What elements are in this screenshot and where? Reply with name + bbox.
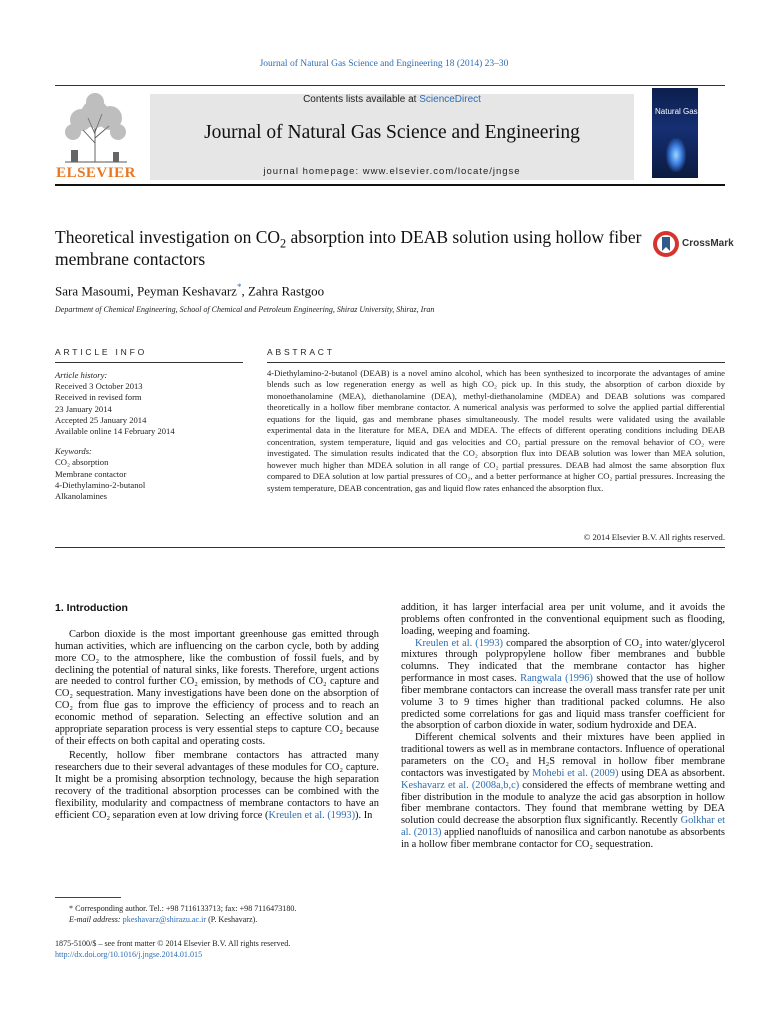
history-item: Available online 14 February 2014: [55, 426, 175, 437]
title-subscript: 2: [280, 236, 287, 251]
issn-line: 1875-5100/$ – see front matter © 2014 Elsevier B.V. All rights reserved.: [55, 939, 291, 948]
history-item: 23 January 2014: [55, 403, 112, 414]
author-list: [55, 282, 324, 299]
article-info-rule: [55, 362, 243, 363]
paragraph-text: ). In: [355, 809, 373, 821]
corresponding-author-note: * Corresponding author. Tel.: +98 7116133713; fax: +98 7116473180.: [69, 904, 297, 913]
abstract-copyright: © 2014 Elsevier B.V. All rights reserved.: [583, 532, 725, 542]
contents-prefix: Contents lists available at: [303, 94, 420, 105]
abstract-rule: [267, 362, 725, 363]
authors-tail[interactable]: , Zahra Rastgoo: [241, 283, 325, 299]
elsevier-wordmark: ELSEVIER: [56, 165, 136, 181]
body-column-right: [401, 602, 725, 851]
cover-flame: [666, 138, 686, 172]
paragraph-text: using DEA as absorbent.: [618, 767, 725, 779]
paragraph: addition, it has larger interfacial area per unit volume, and it avoids the problems often confronted in the conventional equipment such as flooding, loading, weeping and foaming.: [401, 602, 725, 637]
reference-link[interactable]: Keshavarz et al. (2008a,b,c): [401, 779, 520, 791]
paragraph: [401, 732, 725, 850]
footnote: [55, 903, 385, 925]
history-item: Received 3 October 2013: [55, 381, 143, 392]
header-rule-top: [55, 85, 725, 86]
email-line: [55, 914, 385, 925]
title-part-2: absorption into DEAB solution using hollow fiber membrane contactors: [55, 227, 642, 269]
article-info-heading: ARTICLE INFO: [55, 347, 148, 357]
paragraph-text: Different chemical solvents and their mixtures have been applied in traditional towers as well as in membrane contactors. Influence of operational parameters on the CO₂ and H₂S removal in hollow fiber membrane contactors was investigated by: [401, 732, 725, 779]
cover-title: Natural Gas: [655, 107, 698, 116]
paragraph-text: considered the effects of membrane wetting and fiber distribution in the module to analyze the acid gas absorption in hollow fiber membrane contactors. They found that membrane wetting by DEA solution could decrease the absorption flux significantly. Recently: [401, 779, 725, 827]
paragraph: [55, 750, 379, 821]
reference-link[interactable]: Mohebi et al. (2009): [532, 767, 619, 779]
issn-block: [55, 938, 395, 960]
journal-title: Journal of Natural Gas Science and Engineering: [204, 122, 580, 143]
reference-link[interactable]: Golkhar et al. (2013): [401, 815, 726, 839]
paragraph: Carbon dioxide is the most important greenhouse gas emitted through human activities, which are influencing on the carbon cycle, both by adding more CO₂ to the atmosphere, like the combustion of fossil fuels, and by declining the potential of natural sinks, like forests. Therefore, urgent actions are needed to control further CO₂ emission, by methods of CO₂ capture and CO₂ sequestration. Many investigations have been done on the absorption of CO₂ from flue gas to improve the efficiency of process and to reach an economic method of separation. Selecting an effective solution and an appropriate separation process is very essential steps to capture CO₂ because of their effects on both capital and operating costs.: [55, 629, 379, 747]
title-part-1: Theoretical investigation on CO: [55, 227, 281, 247]
paragraph-text: Recently, hollow fiber membrane contactors has attracted many researchers due to their several advantages of these modules for CO₂ capture. It might be a promising absorption technology, because the high separation recovery of the traditional absorption processes can be combined with the flexibility, modularity and compactness of membrane contactors to have an efficient CO₂ separation even at low driving force (: [55, 750, 379, 821]
keyword: Alkanolamines: [55, 491, 108, 502]
email-link[interactable]: pkeshavarz@shirazu.ac.ir: [122, 915, 207, 924]
reference-link[interactable]: Kreulen et al. (1993): [415, 637, 504, 649]
keyword: CO₂ absorption: [55, 457, 109, 468]
reference-link[interactable]: Kreulen et al. (1993): [268, 809, 356, 821]
paragraph-text: showed that the use of hollow fiber membrane contactors can increase the overall mass transfer rate per unit volume 3 to 9 times higher than traditional packed columns. He also predicted some correlations for gas and liquid mass transfer coefficient for the absorption of carbon dioxide in water, sodium hydroxide and DEA.: [401, 673, 725, 732]
abstract-text: 4-Diethylamino-2-butanol (DEAB) is a novel amino alcohol, which has been synthesized to incorporate the advantages of amine blends such as low regeneration energy as well as high CO₂ pick up. In this study, the absorption of carbon dioxide by monoethanolamine (MEA), diethanolamine (DEA), methyl-diethanolamine (MDEA) and DEAB solutions was compared theoretically in a hollow fiber membrane contactor. A numerical analysis was performed to solve the applied partial differential equations for the liquid, gas and membrane phases simultaneously. The model results were validated using the available experimental data in the literature for MEA, DEA and MDEA. The effects of different operating conditions including DEAB concentration, system temperature, liquid and gas velocities and CO₂ partial pressure on the removal behavior of CO₂ were investigated. The simulation results indicated that the CO₂ absorption flux into DEAB solution was lower than MEA solution, however much higher than MDEA solution in all range of CO₂ partial pressures. DEAB had almost the same absorption flux compared to DEA solution at low partial pressures of CO₂, and a better performance at higher CO₂ partial pressures. Increasing the system temperature, DEAB concentration, gas and liquid flow rates enhanced the absorption flux.: [267, 368, 725, 493]
journal-cover-image[interactable]: [652, 88, 698, 178]
doi-link[interactable]: http://dx.doi.org/10.1016/j.jngse.2014.01.015: [55, 950, 203, 960]
section-heading-introduction: 1. Introduction: [55, 602, 128, 614]
keyword: 4-Diethylamino-2-butanol: [55, 479, 146, 490]
paragraph: [401, 638, 725, 733]
authors-main[interactable]: Sara Masoumi, Peyman Keshavarz: [55, 283, 237, 299]
article-title: [55, 226, 645, 270]
paragraph-text: applied nanofluids of nanosilica and carbon nanotube as absorbents in a hollow fiber membrane contactor for CO₂ sequestration.: [401, 827, 725, 850]
article-info: [55, 370, 245, 502]
corresponding-author-mark[interactable]: *: [236, 282, 242, 292]
email-tail: (P. Keshavarz).: [206, 915, 258, 924]
keyword: Membrane contactor: [55, 468, 127, 479]
contents-line: [150, 94, 634, 105]
crossmark-label[interactable]: CrossMark: [682, 238, 734, 249]
history-item: Accepted 25 January 2014: [55, 414, 147, 425]
footnote-rule: [55, 897, 121, 898]
abstract-bottom-rule: [55, 547, 725, 548]
journal-homepage[interactable]: journal homepage: www.elsevier.com/locate/jngse: [263, 166, 521, 177]
reference-link[interactable]: Rangwala (1996): [520, 673, 593, 685]
keywords-label: Keywords:: [55, 446, 92, 457]
history-item: Received in revised form: [55, 392, 142, 403]
journal-citation[interactable]: Journal of Natural Gas Science and Engineering 18 (2014) 23–30: [259, 59, 509, 69]
sciencedirect-link[interactable]: ScienceDirect: [419, 94, 481, 105]
affiliation: Department of Chemical Engineering, School of Chemical and Petroleum Engineering, Shiraz University, Shiraz, Iran: [55, 305, 435, 314]
paragraph-text: compared the absorption of CO₂ into water/glycerol mixtures through polypropylene hollow fiber membranes and bubble columns. They indicated that the membrane contactor has higher performance in most cases.: [401, 637, 725, 685]
history-label: Article history:: [55, 370, 108, 380]
body-column-left: [55, 629, 379, 822]
abstract-heading: ABSTRACT: [267, 347, 335, 357]
header-rule-bottom: [55, 184, 725, 186]
email-label: E-mail address:: [69, 915, 123, 924]
